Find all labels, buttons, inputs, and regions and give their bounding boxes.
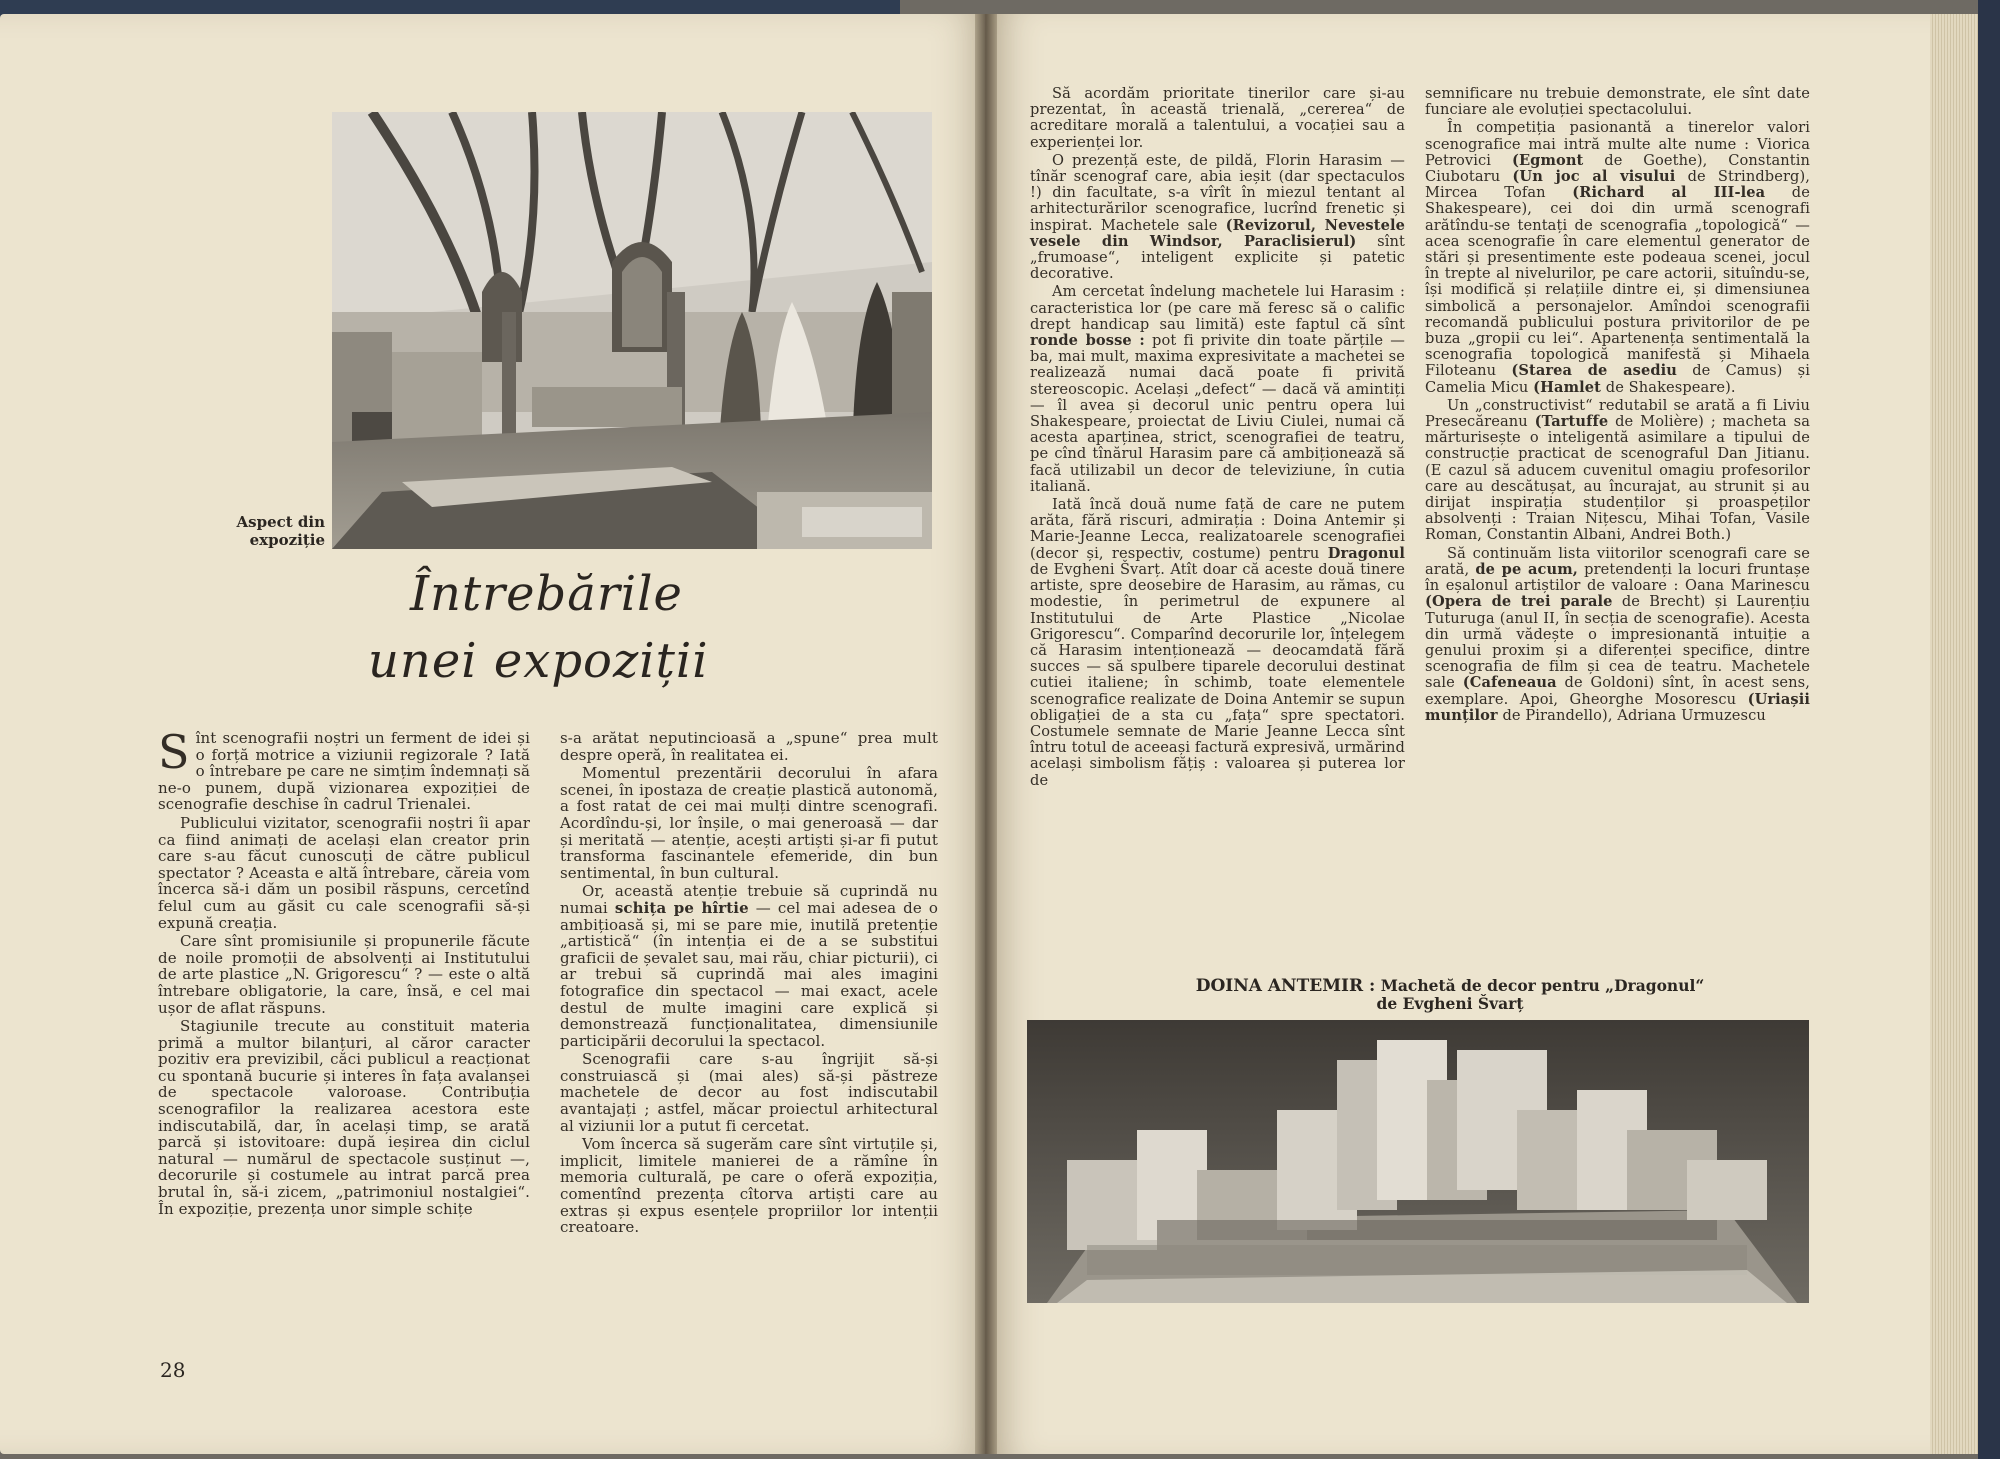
paragraph: Să acordăm prioritate tinerilor care și-au prezentat, în această trienală, „cererea“ de acreditare morală a talentului, a vocației sau a experienței lor.	[1030, 85, 1405, 151]
drop-cap: S	[158, 725, 190, 779]
article-column-1	[158, 725, 530, 1218]
paragraph: Am cercetat îndelung machetele lui Harasim : caracteristica lor (pe care mă feresc să o calific drept handicap sau limită) este faptul că sînt ronde bosse : pot fi privite din toate părțile — ba, mai mult, maxima expresivitate a machetei se realizează numai dacă poate fi privită stereoscopic. Același „defect“ — dacă vă amintiți — îl avea și decorul unic pentru opera lui Shakespeare, proiectat de Liviu Ciulei, numai că acesta aparținea, strict, scenografiei de teatru, pe cînd tînărul Harasim pare că ambiționează să facă utilizabil un decor de televiziune, în cutia italiană.	[1030, 283, 1405, 495]
caption-line: Aspect din	[236, 513, 325, 531]
paragraph: O prezență este, de pildă, Florin Harasim — tînăr scenograf care, abia ieșit (dar spectaculos !) din facultate, s-a vîrît în miezul tentant al arhitecturărilor scenografice, lucrînd frenetic și inspirat. Machetele sale (Revizorul, Nevestele vesele din Windsor, Paraclisierul) sînt „frumoase“, inteligent explicite și patetic decorative.	[1030, 151, 1405, 283]
article-column-2	[560, 730, 938, 1236]
paragraph: semnificare nu trebuie demonstrate, ele sînt date funciare ale evoluției spectacolului.	[1425, 85, 1810, 119]
paragraph: Să continuăm lista viitorilor scenografi care se arată, de pe acum, pretendenți la locuri fruntașe în eșalonul artiștilor de valoare : Oana Marinescu (Opera de trei parale de Brecht) și Laurențiu Tuturuga (anul II, în secția de scenografie). Acesta din urmă vădește o impresionantă intuiție a genului proxim și a diferenței specifice, dintre scenografia de film și cea de teatru. Machetele sale (Cafeneaua de Goldoni) sînt, în acest sens, exemplare. Apoi, Gheorghe Mosorescu (Uriașii munților de Pirandello), Adriana Urmuzescu	[1425, 544, 1811, 724]
paragraph: Momentul prezentării decorului în afara scenei, în ipostaza de creație plastică autonomă, a fost ratat de cei mai mulți dintre scenografi. Acordîndu-și, lor înșile, o mai generoasă — dar și meritată — atenție, acești artiști și-ar fi putut transforma fascinantele efemeride, din bun sentimental, în bun cultural.	[560, 764, 938, 882]
article-column-4	[1425, 86, 1810, 724]
paragraph: Publicului vizitator, scenografii noștri îi apar ca fiind animați de același elan creator prin care s-au făcut cunoscuți de către publicul spectator ? Aceasta e altă întrebare, căreia vom încerca să-i dăm un posibil răspuns, cercetînd felul cum au găsit cu cale scenografii să-și expună creația.	[158, 813, 530, 932]
book-cover-spine	[1978, 0, 2000, 1459]
paragraph: înt scenografii noștri un ferment de idei și o forță motrice a viziunii regizorale ? Iată o întrebare pe care ne simțim îndemnați să ne-o punem, după vizionarea expoziției de scenografie deschise în cadrul Trienalei.	[158, 729, 530, 814]
exhibition-photo	[332, 112, 932, 549]
article-column-3	[1030, 86, 1405, 789]
stage-model-caption: DOINA ANTEMIR : Machetă de decor pentru „Dragonul“ de Evgheni Švarț	[1195, 976, 1705, 1013]
paragraph: Scenografii care s-au îngrijit să-și construiască și (mai ales) să-și păstreze machetele de decor au fost indiscutabil avantajați ; astfel, măcar proiectul arhitectural al viziunii lor a putut fi cercetat.	[560, 1050, 938, 1135]
exhibition-photo-caption	[195, 513, 325, 549]
paragraph: Or, această atenție trebuie să cuprindă nu numai schița pe hîrtie — cel mai adesea de o ambițioasă și, mi se pare mie, inutilă pretenție „artistică“ (în intenția ei de a se substitui graficii de șevalet sau, mai rău, chiar picturii), ci ar trebui să cuprindă mai ales imagini fotografice din spectacol — mai exact, acele destul de multe imagini care explică și demonstrează funcționalitatea, dimensiunile participării decorului la spectacol.	[560, 882, 938, 1050]
page-edges	[1930, 14, 1978, 1454]
caption-line: expoziție	[249, 531, 325, 549]
page-number: 28	[160, 1358, 186, 1382]
paragraph: Vom încerca să sugerăm care sînt virtuțile și, implicit, limitele manierei de a rămîne în memoria culturală, pe care o oferă expoziția, comentînd prezența cîtorva artiști care au extras și expus esențele propriilor lor intenții creatoare.	[560, 1135, 938, 1237]
paragraph: s-a arătat neputincioasă a „spune“ prea mult despre operă, în realitatea ei.	[560, 729, 938, 764]
book-gutter	[975, 14, 997, 1454]
paragraph: Un „constructivist“ redutabil se arată a fi Liviu Presecăreanu (Tartuffe de Molière) ; macheta sa mărturisește o inteligentă asimilare a tipului de construcție practicat de scenograful Dan Jitianu. (E cazul să aducem cuvenitul omagiu profesorilor care au descătușat, au încurajat, au strunit și au dirijat inspirația studenților și proaspeților absolvenți : Traian Nițescu, Mihai Tofan, Vasile Roman, Constantin Albani, Andrei Both.)	[1425, 396, 1810, 544]
article-title-line1: Întrebările	[410, 566, 683, 622]
paragraph: În competiția pasionantă a tinerelor valori scenografice mai intră multe alte nume : Viorica Petrovici (Egmont de Goethe), Constantin Ciubotaru (Un joc al visului de Strindberg), Mircea Tofan (Richard al III-lea de Shakespeare), cei doi din urmă scenografi arătîndu-se tentați de scenografia „topologică“ — acea scenografie în care elementul generator de stări și presentimente este podeaua scenei, jocul în trepte al nivelurilor, pe care actorii, situîndu-se, își modifică și relațiile dintre ei, și dimensiunea simbolică a personajelor. Amîndoi scenografii recomandă publicului postura privitorilor de pe buza „gropii cu lei“. Apartenența sentimentală la scenografia topologică manifestă și Mihaela Filoteanu (Starea de asediu de Camus) și Camelia Micu (Hamlet de Shakespeare).	[1425, 119, 1810, 396]
paragraph: Care sînt promisiunile și propunerile făcute de noile promoții de absolvenți ai Institutului de arte plastice „N. Grigorescu“ ? — este o altă întrebare obligatorie, la care, însă, e cel mai ușor de aflat răspuns.	[158, 932, 530, 1017]
paragraph: Iată încă două nume față de care ne putem arăta, fără riscuri, admirația : Doina Antemir și Marie-Jeanne Lecca, realizatoarele scenografiei (decor și, respectiv, costume) pentru Dragonul de Evgheni Švarț. Atît doar că aceste două tinere artiste, spre deosebire de Harasim, au rămas, cu modestie, în perimetrul de expunere al Institutului de Arte Plastice „Nicolae Grigorescu“. Comparînd decorurile lor, înțelegem că Harasim intenționează — deocamdată fără succes — să spulbere tiparele decorului destinat cutiei italiene; în schimb, toate elementele scenografice realizate de Doina Antemir se supun obligației de a sta cu „fața“ spre spectatori. Costumele semnate de Marie Jeanne Lecca sînt întru totul de aceeași factură expresivă, urmărind același simbolism fățiș : valoarea și puterea lor de	[1030, 496, 1405, 789]
stage-model-photo	[1027, 1020, 1809, 1303]
paragraph: Stagiunile trecute au constituit materia primă a multor bilanțuri, al căror caracter pozitiv era previzibil, căci publicul a reacționat cu spontană bucurie și interes în fața avalanșei de spectacole valoroase. Contribuția scenografilor la realizarea acestora este indiscutabilă, dar, în același timp, se arată parcă și istovitoare: după ieșirea din ciclul natural — numărul de spectacole susținut —, decorurile și costumele au intrat parcă prea brutal în, să-i zicem, „patrimoniul nostalgiei“. În expoziție, prezența unor simple schițe	[158, 1017, 530, 1218]
article-title-line2: unei expoziții	[368, 633, 709, 689]
